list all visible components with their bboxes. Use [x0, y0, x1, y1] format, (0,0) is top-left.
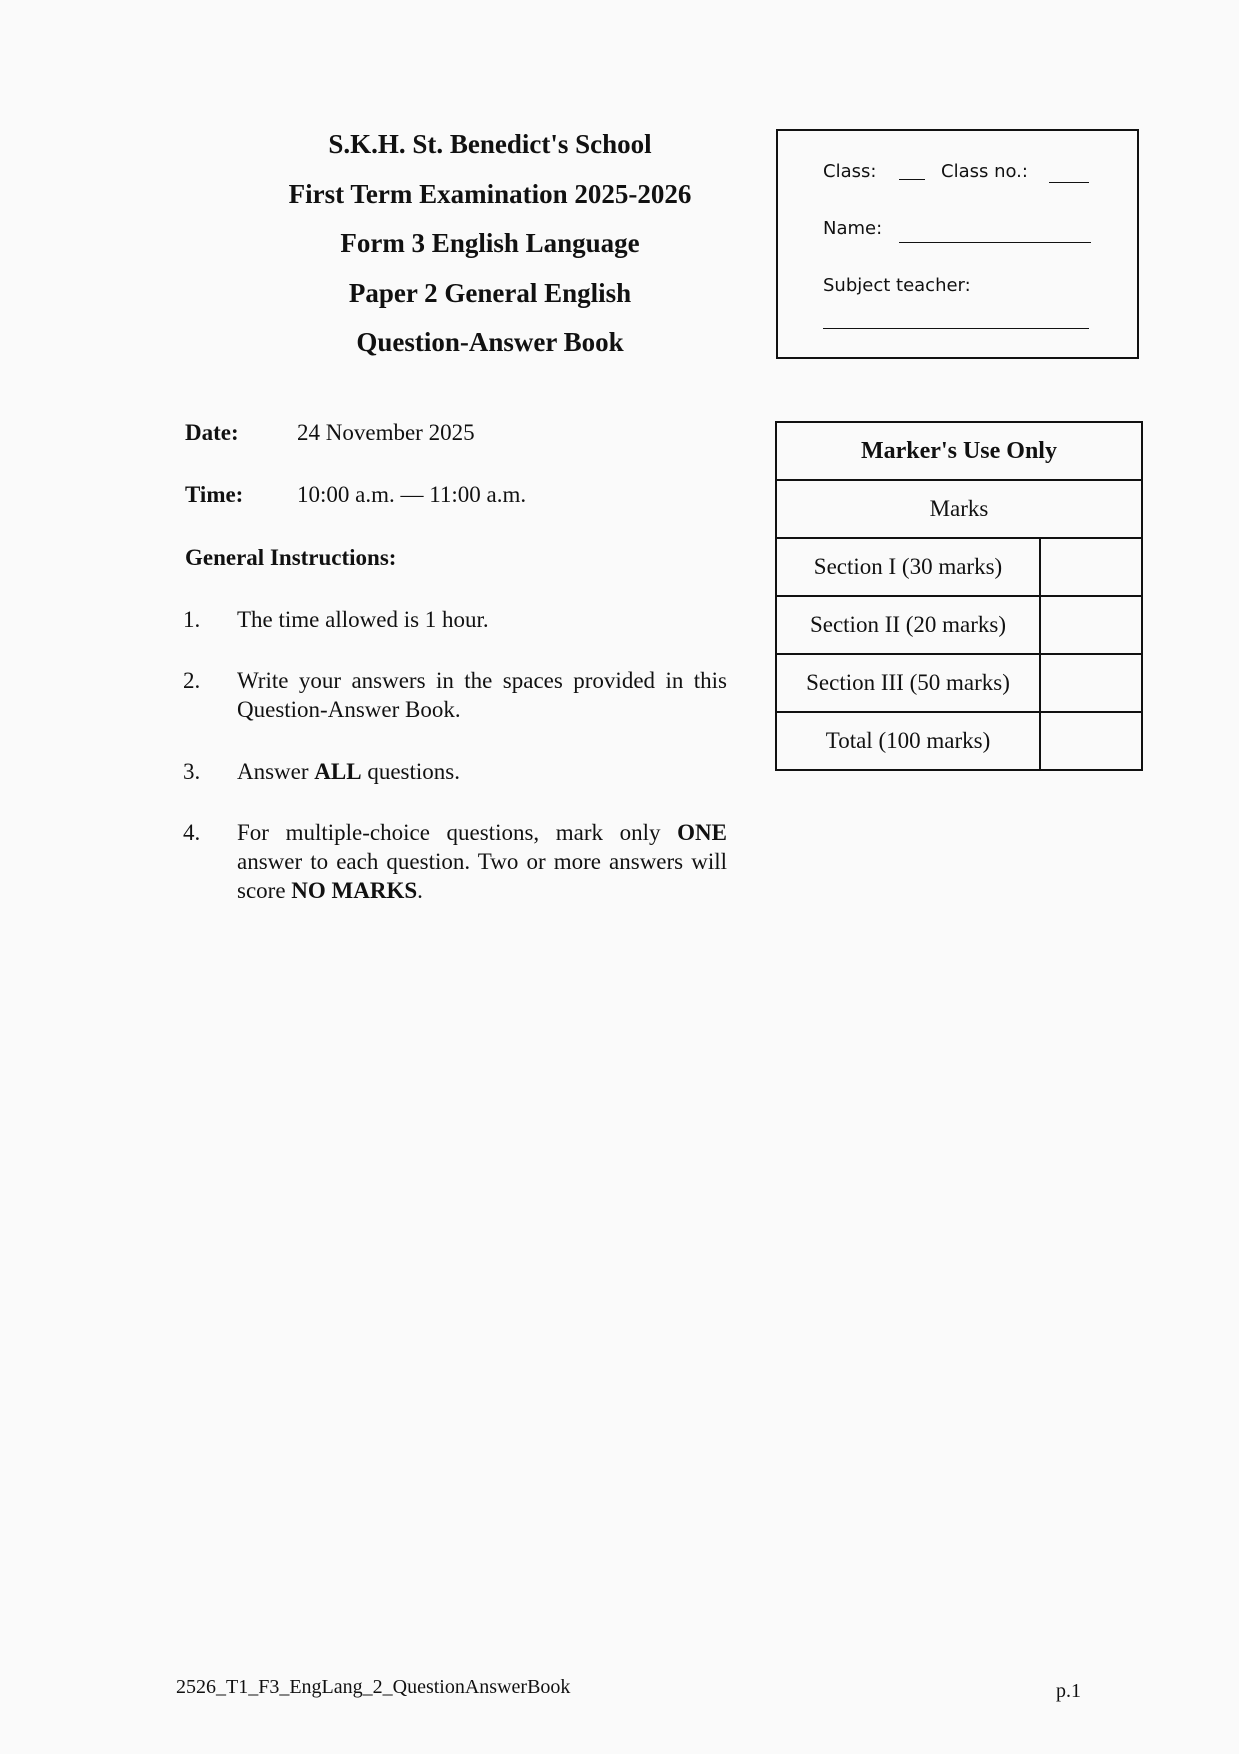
marker-row: [776, 654, 1142, 712]
page-number: p.1: [1056, 1680, 1081, 1702]
subject-title: Form 3 English Language: [340, 228, 640, 258]
instruction-emphasis: ONE: [677, 820, 727, 845]
instruction-text-part: questions.: [361, 759, 460, 784]
instruction-text-part: Answer: [237, 759, 315, 784]
section-label: Section I (30 marks): [776, 538, 1040, 596]
class-no-field[interactable]: [1049, 182, 1089, 183]
instruction-number: 2.: [183, 668, 201, 693]
marker-table: [775, 421, 1143, 771]
exam-header: [230, 120, 750, 368]
marker-row: [776, 596, 1142, 654]
instruction-text-part: answer to each question. Two or more answers will score: [237, 849, 727, 903]
marks-header: Marks: [776, 480, 1142, 538]
marks-cell[interactable]: [1040, 654, 1142, 712]
marks-cell[interactable]: [1040, 596, 1142, 654]
time-value: 10:00 a.m. — 11:00 a.m.: [297, 482, 527, 507]
instruction-number: 3.: [183, 759, 201, 784]
student-info-box: [776, 129, 1139, 359]
instruction-text: The time allowed is 1 hour.: [237, 607, 489, 632]
school-name: S.K.H. St. Benedict's School: [328, 129, 652, 159]
total-label: Total (100 marks): [776, 712, 1040, 770]
paper-title: Paper 2 General English: [348, 277, 632, 308]
date-label: Date:: [185, 420, 239, 445]
subject-teacher-label: Subject teacher:: [823, 275, 971, 296]
instruction-number: 1.: [183, 607, 201, 632]
exam-title: First Term Examination 2025-2026: [288, 178, 692, 209]
instruction-text: [237, 757, 727, 786]
instruction-emphasis: ALL: [314, 759, 362, 784]
instruction-number: 4.: [183, 820, 201, 845]
marker-row: [776, 712, 1142, 770]
instruction-text-part: For multiple-choice questions, mark only: [237, 820, 678, 845]
instruction-text-part: .: [417, 878, 423, 903]
class-field[interactable]: [899, 179, 925, 180]
date-value: 24 November 2025: [297, 420, 475, 445]
marker-row: [776, 538, 1142, 596]
subject-teacher-field[interactable]: [823, 328, 1089, 329]
instruction-text: Write your answers in the spaces provided in this Question-Answer Book.: [237, 668, 727, 722]
instruction-emphasis: NO MARKS: [291, 878, 418, 903]
marker-table-title: Marker's Use Only: [776, 422, 1142, 480]
name-field[interactable]: [899, 242, 1091, 243]
class-label: Class:: [823, 161, 877, 182]
book-title: Question-Answer Book: [356, 327, 624, 357]
section-label: Section III (50 marks): [776, 654, 1040, 712]
instructions-title: General Instructions:: [185, 545, 397, 570]
instruction-text: [237, 818, 727, 905]
class-no-label: Class no.:: [941, 161, 1028, 182]
total-marks-cell[interactable]: [1040, 712, 1142, 770]
name-label: Name:: [823, 218, 883, 239]
time-label: Time:: [185, 482, 244, 507]
marks-cell[interactable]: [1040, 538, 1142, 596]
document-code: 2526_T1_F3_EngLang_2_QuestionAnswerBook: [176, 1676, 571, 1698]
section-label: Section II (20 marks): [776, 596, 1040, 654]
